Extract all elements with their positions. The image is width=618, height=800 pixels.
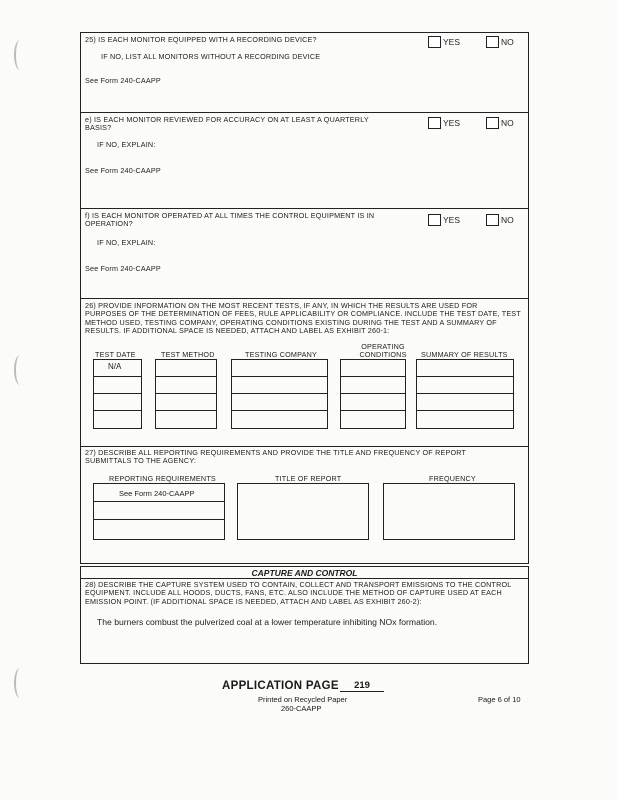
q25-yes-label: YES — [443, 37, 461, 47]
qe-question: e) IS EACH MONITOR REVIEWED FOR ACCURACY ON AT LEAST A QUARTERLY BASIS? — [85, 115, 369, 133]
section-q25 — [80, 32, 529, 113]
application-page-number: 219 — [340, 680, 384, 692]
qe-no-label: NO — [501, 118, 514, 128]
qf-no-label: NO — [501, 215, 514, 225]
q26-col-test-date: TEST DATE — [95, 350, 136, 359]
q26-col-testing-company: TESTING COMPANY — [245, 350, 317, 359]
q25-yes-checkbox[interactable] — [428, 36, 441, 48]
application-page-label: APPLICATION PAGE — [222, 680, 339, 692]
q27-frequency-column — [383, 483, 515, 540]
q27-col-frequency: FREQUENCY — [429, 474, 476, 483]
qf-yes-label: YES — [443, 215, 461, 225]
q26-question: 26) PROVIDE INFORMATION ON THE MOST RECENT TESTS, IF ANY, IN WHICH THE RESULTS ARE USED FOR PURPOSES OF THE DETERMINATION OF FEES, RULE APPLICABILITY OR COMPLIANCE. INCLUDE THE TEST DATE, TEST METHOD USED, TESTING COMPANY, OPERATING CONDITIONS EXISTING DURING THE TEST AND A SUMMARY OF RESULTS. IF ADDITIONAL SPACE IS NEEDED, ATTACH AND LABEL AS EXHIBIT 260-1: — [85, 301, 521, 336]
qe-see-form: See Form 240-CAAPP — [85, 166, 161, 175]
recycled-paper-note: Printed on Recycled Paper — [258, 695, 348, 704]
q27-question: 27) DESCRIBE ALL REPORTING REQUIREMENTS AND PROVIDE THE TITLE AND FREQUENCY OF REPORT SUBMITTALS TO THE AGENCY: — [85, 448, 466, 466]
binder-hole-mark — [14, 355, 26, 385]
q25-no-checkbox[interactable] — [486, 36, 499, 48]
q26-summary-column — [416, 359, 514, 429]
capture-heading: CAPTURE AND CONTROL — [251, 568, 358, 578]
q26-testing-company-column — [231, 359, 328, 429]
section-q27 — [80, 446, 529, 564]
qf-yes-checkbox[interactable] — [428, 214, 441, 226]
section-q28 — [80, 578, 529, 664]
page-of: Page 6 of 10 — [478, 695, 521, 704]
section-qe — [80, 112, 529, 209]
binder-hole-mark — [14, 40, 26, 70]
section-qf — [80, 208, 529, 299]
q27-first-cell: See Form 240-CAAPP — [119, 489, 195, 498]
q28-answer: The burners combust the pulverized coal at a lower temperature inhibiting NOx formation. — [97, 617, 438, 627]
q26-operating-conditions-column — [340, 359, 406, 429]
qe-yes-label: YES — [443, 118, 461, 128]
q25-no-label: NO — [501, 37, 514, 47]
form-id: 260-CAAPP — [281, 704, 322, 713]
q27-col-title: TITLE OF REPORT — [275, 474, 342, 483]
qe-yes-checkbox[interactable] — [428, 117, 441, 129]
qf-no-checkbox[interactable] — [486, 214, 499, 226]
q25-see-form: See Form 240-CAAPP — [85, 76, 161, 85]
qe-sub: IF NO, EXPLAIN: — [97, 140, 156, 149]
q27-title-column — [237, 483, 369, 540]
q26-col-operating-conditions: OPERATING CONDITIONS — [359, 342, 407, 360]
q26-col-summary: SUMMARY OF RESULTS — [421, 350, 508, 359]
q27-col-reporting: REPORTING REQUIREMENTS — [109, 474, 216, 483]
q26-test-method-column — [155, 359, 217, 429]
qf-sub: IF NO, EXPLAIN: — [97, 238, 156, 247]
qe-no-checkbox[interactable] — [486, 117, 499, 129]
section-q26 — [80, 298, 529, 447]
q25-sub: IF NO, LIST ALL MONITORS WITHOUT A RECORDING DEVICE — [101, 52, 321, 61]
qf-question: f) IS EACH MONITOR OPERATED AT ALL TIMES THE CONTROL EQUIPMENT IS IN OPERATION? — [85, 211, 375, 229]
q25-question: 25) IS EACH MONITOR EQUIPPED WITH A RECORDING DEVICE? — [85, 35, 317, 44]
binder-hole-mark — [14, 668, 26, 698]
q26-col-test-method: TEST METHOD — [161, 350, 215, 359]
qf-see-form: See Form 240-CAAPP — [85, 264, 161, 273]
q26-first-cell: N/A — [108, 362, 122, 371]
q28-question: 28) DESCRIBE THE CAPTURE SYSTEM USED TO CONTAIN, COLLECT AND TRANSPORT EMISSIONS TO THE CONTROL EQUIPMENT. INCLUDE ALL HOODS, DUCTS, FANS, ETC. ALSO INCLUDE THE METHOD OF CAPTURE USED AT EACH EMISSION POINT. (IF ADDITIONAL SPACE IS NEEDED, ATTACH AND LABEL AS EXHIBIT 260-2): — [85, 580, 512, 606]
